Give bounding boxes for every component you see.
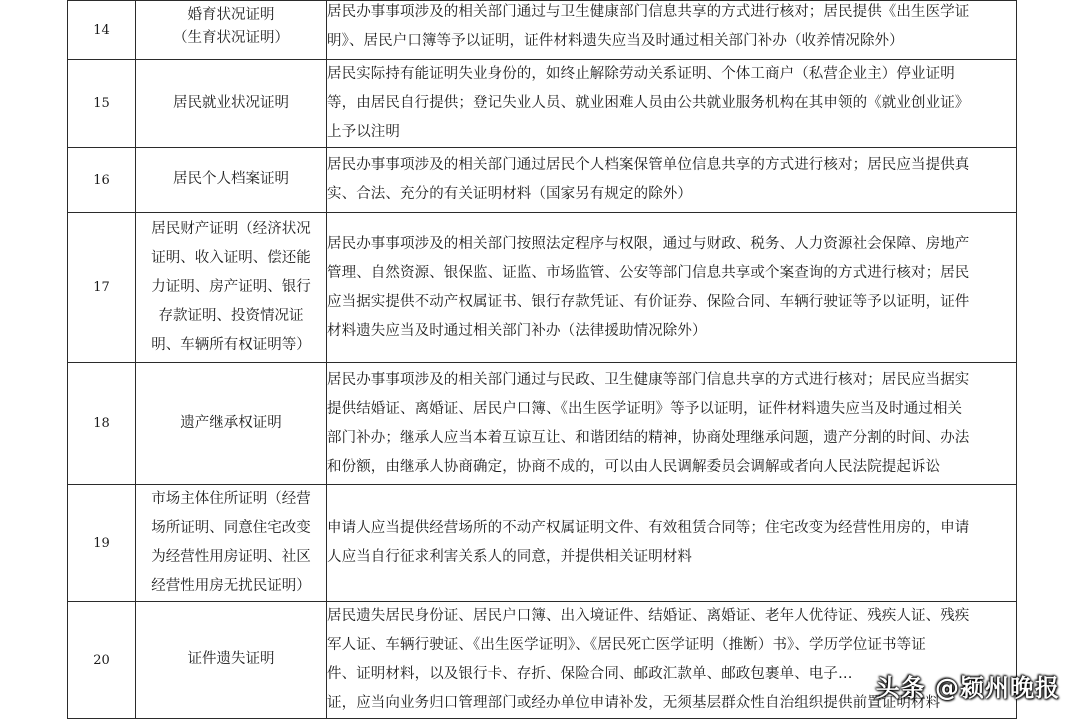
- row-number: 15: [68, 60, 136, 148]
- table-row: [68, 485, 1017, 602]
- source-watermark: 头条 @颍州晚报: [875, 674, 1060, 702]
- table-row: [68, 1, 1017, 60]
- table-row: [68, 148, 1017, 213]
- row-number: 14: [68, 1, 136, 60]
- row-number: 20: [68, 602, 136, 719]
- verification-description: 居民办事事项涉及的相关部门通过与卫生健康部门信息共享的方式进行核对；居民提供《出生医学证 明》、居民户口簿等予以证明，证件材料遗失应当及时通过相关部门补办（收养情况除外）: [327, 1, 1017, 60]
- table-row: [68, 213, 1017, 363]
- row-number: 16: [68, 148, 136, 213]
- row-number: 19: [68, 485, 136, 602]
- certificate-name: 居民就业状况证明: [136, 60, 327, 148]
- certificate-table: [67, 0, 1017, 719]
- table-row: [68, 363, 1017, 485]
- verification-description: 申请人应当提供经营场所的不动产权属证明文件、有效租赁合同等；住宅改变为经营性用房的，申请 人应当自行征求利害关系人的同意，并提供相关证明材料: [327, 485, 1017, 602]
- verification-description: 居民实际持有能证明失业身份的，如终止解除劳动关系证明、个体工商户（私营企业主）停业证明 等，由居民自行提供；登记失业人员、就业困难人员由公共就业服务机构在其申领的《就业创业证》 上予以注明: [327, 60, 1017, 148]
- table-row: [68, 602, 1017, 719]
- verification-description: 居民办事事项涉及的相关部门通过居民个人档案保管单位信息共享的方式进行核对；居民应当提供真 实、合法、充分的有关证明材料（国家另有规定的除外）: [327, 148, 1017, 213]
- certificate-name: 遗产继承权证明: [136, 363, 327, 485]
- row-number: 17: [68, 213, 136, 363]
- certificate-name: 居民个人档案证明: [136, 148, 327, 213]
- certificate-name: 市场主体住所证明（经营 场所证明、同意住宅改变 为经营性用房证明、社区 经营性用房无扰民证明）: [136, 485, 327, 602]
- certificate-name: 居民财产证明（经济状况 证明、收入证明、偿还能 力证明、房产证明、银行 存款证明、投资情况证 明、车辆所有权证明等）: [136, 213, 327, 363]
- row-number: 18: [68, 363, 136, 485]
- verification-description: 居民遗失居民身份证、居民户口簿、出入境证件、结婚证、离婚证、老年人优待证、残疾人证、残疾 军人证、车辆行驶证、《出生医学证明》、《居民死亡医学证明（推断）书》、学历学位证书等证 件、证明材料，以及银行卡、存折、保险合同、邮政汇款单、邮政包裹单、电子… 证，应当向业务归口管理部门或经办单位申请补发，无须基层群众性自治组织提供前置证明材料: [327, 602, 1017, 719]
- verification-description: 居民办事事项涉及的相关部门通过与民政、卫生健康等部门信息共享的方式进行核对；居民应当据实 提供结婚证、离婚证、居民户口簿、《出生医学证明》等予以证明，证件材料遗失应当及时通过相关 部门补办；继承人应当本着互谅互让、和谐团结的精神，协商处理继承问题，遗产分割的时间、办法 和份额，由继承人协商确定，协商不成的，可以由人民调解委员会调解或者向人民法院提起诉讼: [327, 363, 1017, 485]
- verification-description: 居民办事事项涉及的相关部门按照法定程序与权限，通过与财政、税务、人力资源社会保障、房地产 管理、自然资源、银保监、证监、市场监管、公安等部门信息共享或个案查询的方式进行核对；居民 应当据实提供不动产权属证书、银行存款凭证、有价证券、保险合同、车辆行驶证等予以证明，证件 材料遗失应当及时通过相关部门补办（法律援助情况除外）: [327, 213, 1017, 363]
- table-row: [68, 60, 1017, 148]
- certificate-name: 婚育状况证明 （生育状况证明）: [136, 1, 327, 60]
- certificate-name: 证件遗失证明: [136, 602, 327, 719]
